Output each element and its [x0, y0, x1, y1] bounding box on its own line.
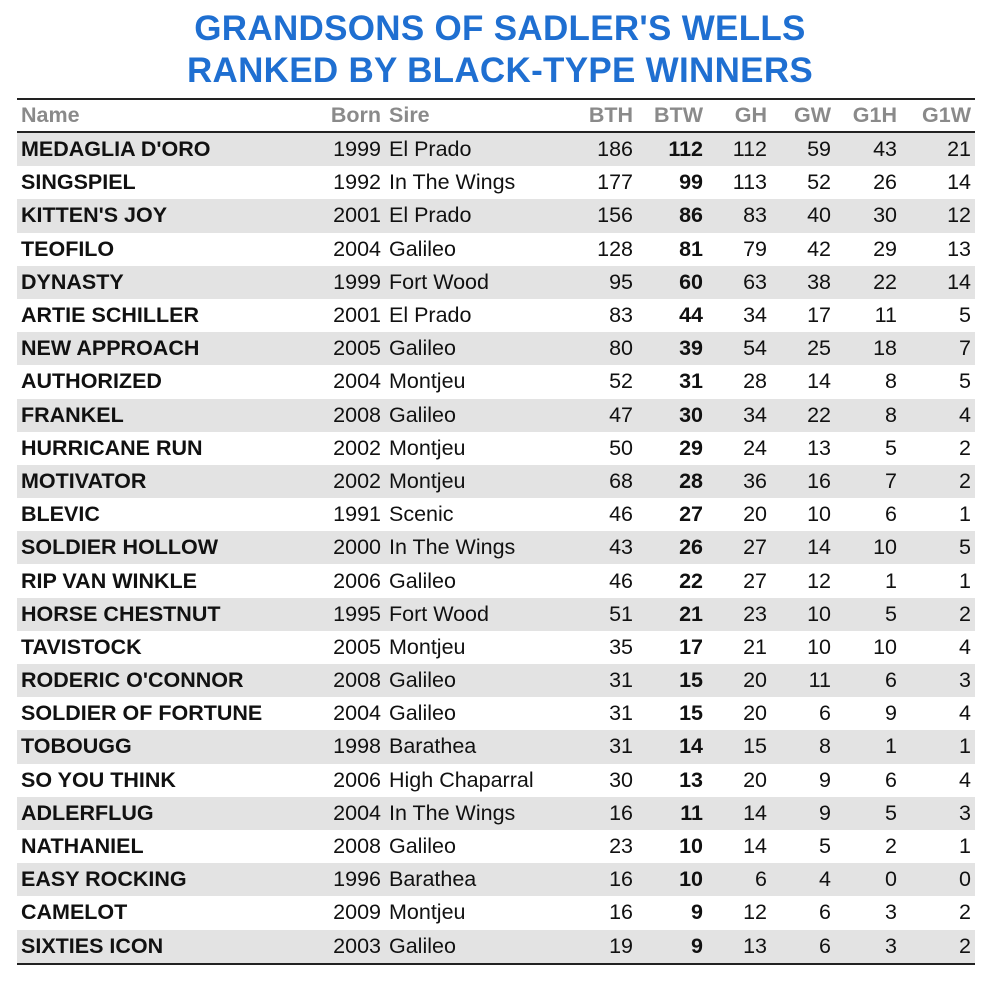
born-cell: 2008 [333, 834, 381, 859]
btw-cell: 9 [691, 900, 703, 925]
bth-cell: 35 [609, 634, 633, 659]
sire-cell: In The Wings [389, 170, 516, 195]
g1w-cell: 21 [901, 132, 975, 166]
gh-cell: 20 [743, 701, 767, 726]
sire-cell: Montjeu [389, 435, 466, 460]
g1w-cell: 3 [901, 664, 975, 697]
table-row [17, 432, 975, 465]
gh-cell: 20 [743, 767, 767, 792]
g1h-cell: 2 [885, 834, 897, 859]
sire-cell: Galileo [389, 236, 456, 261]
sire-cell: Barathea [385, 863, 567, 896]
gh-cell: 27 [743, 568, 767, 593]
table-row [17, 764, 975, 797]
name-cell: TOBOUGG [17, 730, 319, 763]
gw-cell: 22 [771, 399, 835, 432]
name-cell: RODERIC O'CONNOR [17, 664, 319, 697]
name-cell: AUTHORIZED [21, 369, 162, 394]
g1w-cell: 2 [901, 930, 975, 964]
sire-cell: In The Wings [385, 797, 567, 830]
sire-cell: El Prado [389, 303, 472, 328]
born-cell: 2004 [333, 236, 381, 261]
born-cell: 1991 [333, 502, 381, 527]
gh-cell: 79 [743, 236, 767, 261]
bth-cell: 31 [567, 730, 637, 763]
sire-cell: El Prado [385, 132, 567, 166]
gh-cell: 83 [707, 199, 771, 232]
born-cell: 2003 [319, 930, 385, 964]
g1w-cell: 2 [959, 900, 971, 925]
g1w-cell: 0 [901, 863, 975, 896]
g1h-cell: 9 [885, 701, 897, 726]
bth-cell: 31 [609, 701, 633, 726]
gw-cell: 9 [771, 797, 835, 830]
btw-cell: 15 [637, 664, 707, 697]
gw-cell: 13 [807, 435, 831, 460]
gh-cell: 34 [743, 303, 767, 328]
gw-cell: 17 [807, 303, 831, 328]
g1h-cell: 10 [835, 531, 901, 564]
g1h-cell: 22 [835, 266, 901, 299]
born-cell: 2008 [319, 399, 385, 432]
table-row [17, 199, 975, 232]
gw-cell: 14 [807, 369, 831, 394]
sire-cell: Montjeu [389, 369, 466, 394]
sire-cell: Galileo [385, 930, 567, 964]
born-cell: 2008 [319, 664, 385, 697]
name-cell: TAVISTOCK [21, 634, 142, 659]
g1w-cell: 7 [901, 332, 975, 365]
name-cell: ADLERFLUG [17, 797, 319, 830]
born-cell: 2004 [333, 369, 381, 394]
btw-cell: 13 [679, 767, 703, 792]
gw-cell: 25 [771, 332, 835, 365]
g1w-cell: 3 [901, 797, 975, 830]
name-cell: NATHANIEL [21, 834, 144, 859]
gw-cell: 9 [819, 767, 831, 792]
gw-cell: 11 [771, 664, 835, 697]
name-cell: EASY ROCKING [17, 863, 319, 896]
name-cell: HURRICANE RUN [21, 435, 203, 460]
g1w-cell: 14 [947, 170, 971, 195]
bth-cell: 95 [567, 266, 637, 299]
born-cell: 1996 [319, 863, 385, 896]
born-cell: 1999 [319, 266, 385, 299]
table-header-row [17, 99, 975, 132]
gw-cell: 6 [771, 930, 835, 964]
page-title-line-1: GRANDSONS OF SADLER'S WELLS [194, 9, 806, 48]
sire-cell: Montjeu [385, 465, 567, 498]
gw-cell: 14 [771, 531, 835, 564]
g1h-cell: 5 [835, 797, 901, 830]
bth-cell: 177 [597, 170, 633, 195]
page-title-line-2: RANKED BY BLACK-TYPE WINNERS [186, 51, 814, 90]
born-cell: 1992 [333, 170, 381, 195]
btw-cell: 22 [679, 568, 703, 593]
column-header-name: Name [17, 99, 319, 132]
btw-cell: 10 [637, 863, 707, 896]
born-cell: 2006 [333, 767, 381, 792]
name-cell: MOTIVATOR [17, 465, 319, 498]
born-cell: 2004 [333, 701, 381, 726]
sire-cell: Galileo [389, 701, 456, 726]
name-cell: BLEVIC [21, 502, 100, 527]
g1h-cell: 3 [835, 930, 901, 964]
btw-cell: 10 [679, 834, 703, 859]
btw-cell: 11 [637, 797, 707, 830]
sire-cell: Fort Wood [385, 266, 567, 299]
table-row [17, 399, 975, 432]
table-row [17, 465, 975, 498]
gh-cell: 21 [743, 634, 767, 659]
name-cell: DYNASTY [17, 266, 319, 299]
btw-cell: 44 [679, 303, 703, 328]
gh-cell: 15 [707, 730, 771, 763]
gw-cell: 52 [807, 170, 831, 195]
born-cell: 1995 [319, 598, 385, 631]
table-row [17, 299, 975, 332]
gw-cell: 42 [807, 236, 831, 261]
g1w-cell: 4 [959, 767, 971, 792]
gw-cell: 5 [819, 834, 831, 859]
btw-cell: 39 [637, 332, 707, 365]
title-block [0, 0, 1000, 92]
sire-cell: Scenic [389, 502, 454, 527]
name-cell: FRANKEL [17, 399, 319, 432]
btw-cell: 30 [637, 399, 707, 432]
gh-cell: 13 [707, 930, 771, 964]
g1w-cell: 4 [959, 634, 971, 659]
g1w-cell: 5 [959, 303, 971, 328]
g1w-cell: 5 [901, 531, 975, 564]
g1h-cell: 3 [885, 900, 897, 925]
g1w-cell: 1 [959, 834, 971, 859]
born-cell: 2001 [319, 199, 385, 232]
sire-cell: Galileo [385, 664, 567, 697]
table-row [17, 598, 975, 631]
g1w-cell: 4 [959, 701, 971, 726]
g1w-cell: 14 [901, 266, 975, 299]
g1w-cell: 5 [959, 369, 971, 394]
bth-cell: 16 [609, 900, 633, 925]
gw-cell: 59 [771, 132, 835, 166]
bth-cell: 47 [567, 399, 637, 432]
table-row [17, 166, 975, 199]
btw-cell: 27 [679, 502, 703, 527]
gw-cell: 8 [771, 730, 835, 763]
born-cell: 2005 [319, 332, 385, 365]
btw-cell: 14 [637, 730, 707, 763]
bth-cell: 50 [609, 435, 633, 460]
gh-cell: 20 [707, 664, 771, 697]
bth-cell: 31 [567, 664, 637, 697]
gh-cell: 14 [743, 834, 767, 859]
table-row [17, 697, 975, 730]
bth-cell: 16 [567, 863, 637, 896]
g1h-cell: 26 [873, 170, 897, 195]
sire-cell: Barathea [385, 730, 567, 763]
column-header-btw: BTW [637, 99, 707, 132]
column-header-bth: BTH [567, 99, 637, 132]
stallion-table [17, 98, 975, 965]
sire-cell: Montjeu [389, 900, 466, 925]
gw-cell: 4 [771, 863, 835, 896]
gh-cell: 54 [707, 332, 771, 365]
name-cell: KITTEN'S JOY [17, 199, 319, 232]
g1h-cell: 30 [835, 199, 901, 232]
name-cell: TEOFILO [21, 236, 115, 261]
born-cell: 2006 [333, 568, 381, 593]
name-cell: NEW APPROACH [17, 332, 319, 365]
gh-cell: 20 [743, 502, 767, 527]
g1h-cell: 29 [873, 236, 897, 261]
gh-cell: 113 [732, 170, 767, 195]
g1w-cell: 4 [901, 399, 975, 432]
g1w-cell: 1 [959, 568, 971, 593]
sire-cell: High Chaparral [389, 767, 534, 792]
bth-cell: 128 [597, 236, 633, 261]
g1h-cell: 8 [835, 399, 901, 432]
table-row [17, 564, 975, 597]
bth-cell: 16 [567, 797, 637, 830]
bth-cell: 46 [609, 502, 633, 527]
sire-cell: Galileo [389, 568, 456, 593]
g1h-cell: 5 [835, 598, 901, 631]
table-row [17, 930, 975, 964]
g1h-cell: 1 [885, 568, 897, 593]
table-row [17, 233, 975, 266]
g1h-cell: 6 [885, 767, 897, 792]
btw-cell: 99 [679, 170, 703, 195]
g1h-cell: 7 [835, 465, 901, 498]
g1h-cell: 10 [873, 634, 897, 659]
table-row [17, 266, 975, 299]
table-row [17, 797, 975, 830]
g1w-cell: 13 [947, 236, 971, 261]
g1h-cell: 8 [885, 369, 897, 394]
born-cell: 2004 [319, 797, 385, 830]
sire-cell: El Prado [385, 199, 567, 232]
sire-cell: Galileo [385, 332, 567, 365]
gw-cell: 10 [771, 598, 835, 631]
g1w-cell: 12 [901, 199, 975, 232]
sire-cell: Galileo [385, 399, 567, 432]
table-row [17, 531, 975, 564]
g1h-cell: 1 [835, 730, 901, 763]
name-cell: SOLDIER OF FORTUNE [21, 701, 263, 726]
name-cell: SO YOU THINK [21, 767, 176, 792]
btw-cell: 112 [637, 132, 707, 166]
table-row [17, 498, 975, 531]
gh-cell: 28 [743, 369, 767, 394]
gh-cell: 6 [707, 863, 771, 896]
g1h-cell: 0 [835, 863, 901, 896]
born-cell: 1999 [319, 132, 385, 166]
bth-cell: 83 [609, 303, 633, 328]
btw-cell: 81 [679, 236, 703, 261]
table-row [17, 664, 975, 697]
table-row [17, 730, 975, 763]
btw-cell: 21 [637, 598, 707, 631]
btw-cell: 29 [679, 435, 703, 460]
born-cell: 1998 [319, 730, 385, 763]
table-row [17, 332, 975, 365]
bth-cell: 68 [567, 465, 637, 498]
sire-cell: Galileo [389, 834, 456, 859]
gw-cell: 38 [771, 266, 835, 299]
gw-cell: 6 [819, 701, 831, 726]
gh-cell: 36 [707, 465, 771, 498]
table-row [17, 863, 975, 896]
gh-cell: 27 [707, 531, 771, 564]
born-cell: 2001 [333, 303, 381, 328]
table-row [17, 132, 975, 166]
name-cell: MEDAGLIA D'ORO [17, 132, 319, 166]
gw-cell: 6 [819, 900, 831, 925]
g1w-cell: 2 [901, 465, 975, 498]
born-cell: 2002 [333, 435, 381, 460]
table-row [17, 365, 975, 398]
name-cell: CAMELOT [21, 900, 128, 925]
gw-cell: 40 [771, 199, 835, 232]
sire-cell: Fort Wood [385, 598, 567, 631]
bth-cell: 80 [567, 332, 637, 365]
column-header-born: Born [319, 99, 385, 132]
gw-cell: 12 [807, 568, 831, 593]
gh-cell: 24 [743, 435, 767, 460]
sire-cell: In The Wings [385, 531, 567, 564]
gw-cell: 16 [771, 465, 835, 498]
g1w-cell: 2 [959, 435, 971, 460]
bth-cell: 43 [567, 531, 637, 564]
table-row [17, 830, 975, 863]
bth-cell: 52 [609, 369, 633, 394]
gw-cell: 10 [807, 502, 831, 527]
g1w-cell: 1 [959, 502, 971, 527]
bth-cell: 51 [567, 598, 637, 631]
gw-cell: 10 [807, 634, 831, 659]
column-header-g1h: G1H [835, 99, 901, 132]
born-cell: 2005 [333, 634, 381, 659]
bth-cell: 156 [567, 199, 637, 232]
born-cell: 2009 [333, 900, 381, 925]
g1h-cell: 6 [835, 664, 901, 697]
btw-cell: 9 [637, 930, 707, 964]
table-body [17, 132, 975, 964]
gh-cell: 23 [707, 598, 771, 631]
gh-cell: 34 [707, 399, 771, 432]
gh-cell: 63 [707, 266, 771, 299]
table-row [17, 631, 975, 664]
bth-cell: 19 [567, 930, 637, 964]
g1h-cell: 6 [885, 502, 897, 527]
g1w-cell: 1 [901, 730, 975, 763]
g1h-cell: 11 [874, 303, 897, 328]
btw-cell: 17 [679, 634, 703, 659]
sire-cell: Montjeu [389, 634, 466, 659]
column-header-gh: GH [707, 99, 771, 132]
g1h-cell: 5 [885, 435, 897, 460]
bth-cell: 46 [609, 568, 633, 593]
name-cell: HORSE CHESTNUT [17, 598, 319, 631]
table-row [17, 896, 975, 929]
g1w-cell: 2 [901, 598, 975, 631]
btw-cell: 86 [637, 199, 707, 232]
btw-cell: 26 [637, 531, 707, 564]
name-cell: ARTIE SCHILLER [21, 303, 199, 328]
btw-cell: 60 [637, 266, 707, 299]
column-header-g1w: G1W [901, 99, 975, 132]
column-header-sire: Sire [385, 99, 567, 132]
btw-cell: 15 [679, 701, 703, 726]
bth-cell: 186 [567, 132, 637, 166]
g1h-cell: 18 [835, 332, 901, 365]
gh-cell: 12 [743, 900, 767, 925]
name-cell: SOLDIER HOLLOW [17, 531, 319, 564]
g1h-cell: 43 [835, 132, 901, 166]
btw-cell: 28 [637, 465, 707, 498]
bth-cell: 30 [609, 767, 633, 792]
gh-cell: 112 [707, 132, 771, 166]
born-cell: 2000 [319, 531, 385, 564]
name-cell: SINGSPIEL [21, 170, 136, 195]
name-cell: SIXTIES ICON [17, 930, 319, 964]
bth-cell: 23 [609, 834, 633, 859]
born-cell: 2002 [319, 465, 385, 498]
gh-cell: 14 [707, 797, 771, 830]
name-cell: RIP VAN WINKLE [21, 568, 197, 593]
btw-cell: 31 [679, 369, 703, 394]
column-header-gw: GW [771, 99, 835, 132]
